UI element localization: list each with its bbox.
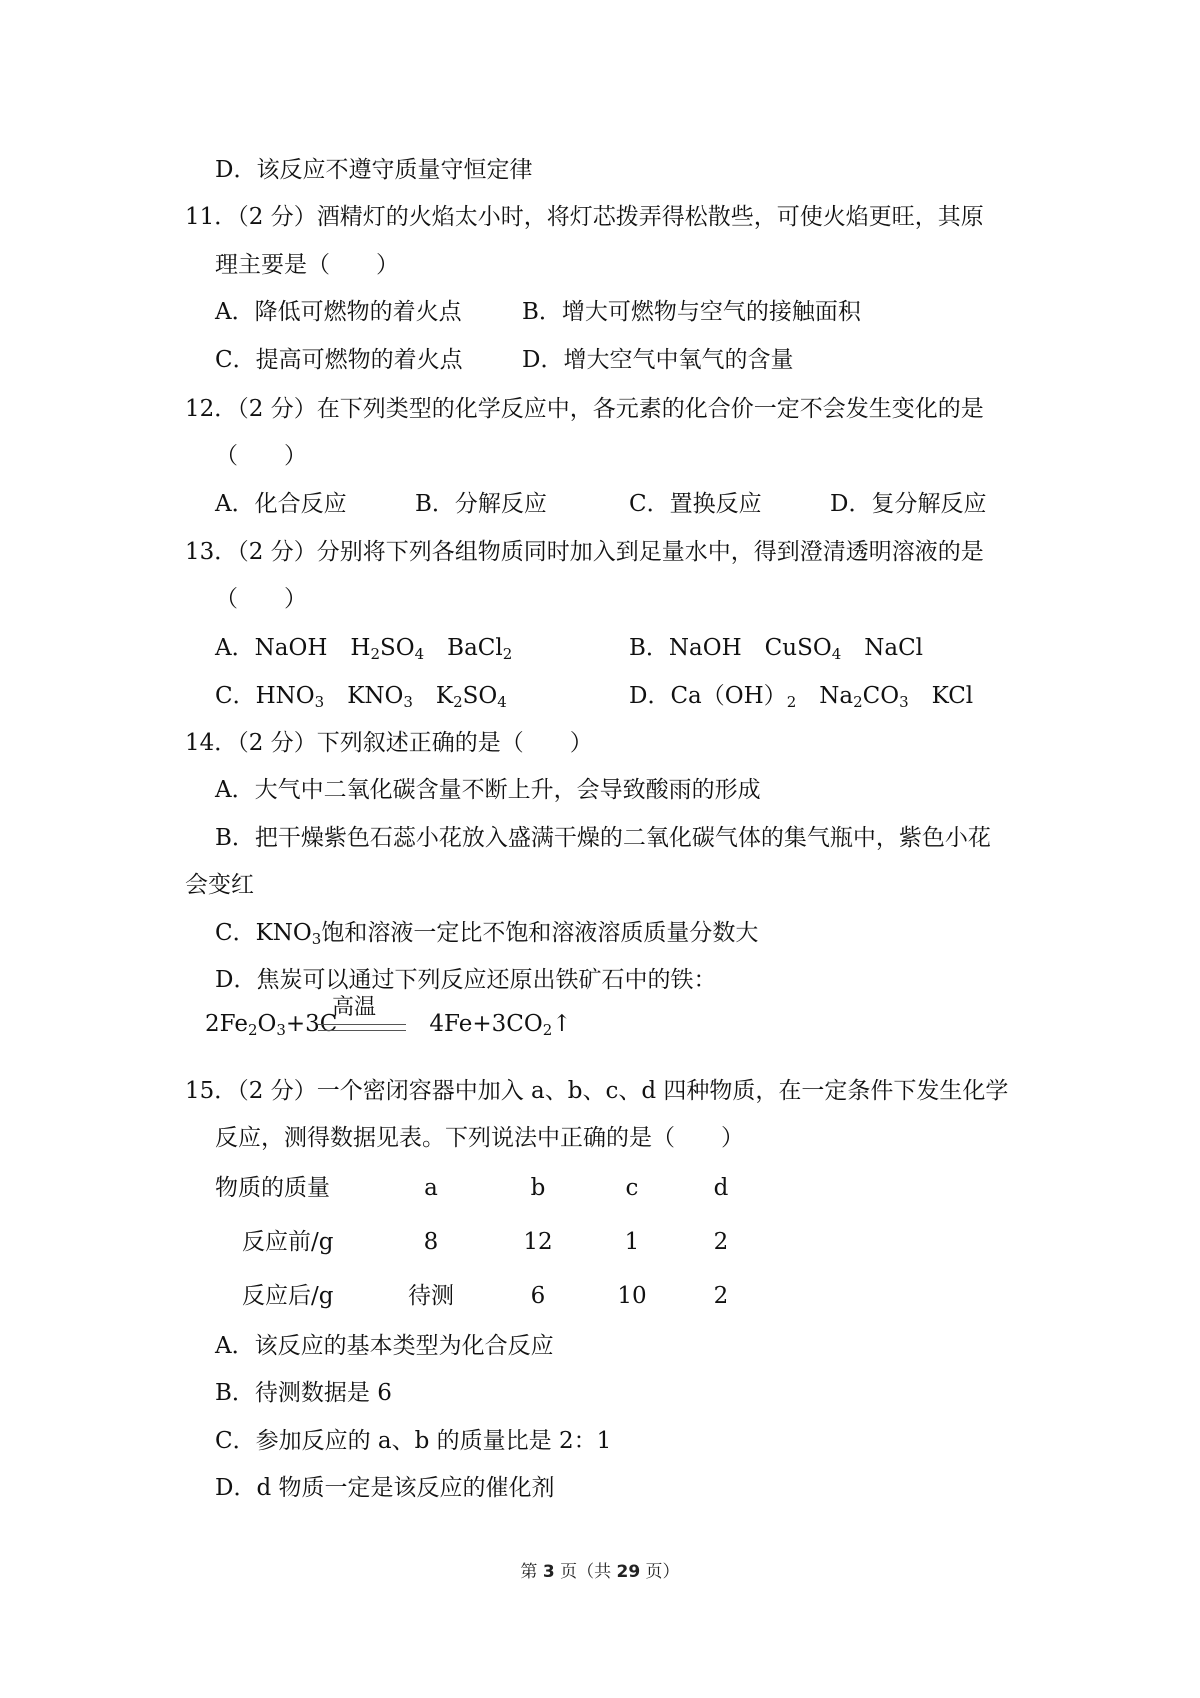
q13-stem-line2: （ ）	[215, 586, 307, 612]
table-cell: 12	[523, 1229, 553, 1255]
q13-stem-line1: 13．（2 分）分别将下列各组物质同时加入到足量水中，得到澄清透明溶液的是	[185, 539, 984, 565]
current-page-number: 3	[542, 1562, 555, 1582]
q13-a-label: A．	[215, 635, 255, 661]
q12-stem-line1: 12．（2 分）在下列类型的化学反应中，各元素的化合价一定不会发生变化的是	[185, 396, 984, 422]
table-header-c: c	[625, 1175, 639, 1201]
q12-stem-line2: （ ）	[215, 443, 307, 469]
q13-a-formula2: $H_2SO_4$	[350, 635, 425, 663]
q15-option-d: D．d 物质一定是该反应的催化剂	[215, 1475, 555, 1501]
q13-c-formula2: $KNO_3$	[347, 683, 413, 711]
q12-option-a: A．化合反应	[215, 491, 347, 517]
table-cell: 6	[530, 1283, 546, 1309]
q13-d-label: D．	[629, 683, 671, 709]
q15-option-b: B．待测数据是 6	[215, 1380, 392, 1406]
table-cell: 待测	[408, 1283, 454, 1309]
q13-option-d	[629, 681, 973, 711]
q14-equation-condition: 高温	[332, 995, 377, 1020]
table-header-d: d	[713, 1175, 729, 1201]
q11-option-a: A．降低可燃物的着火点	[215, 299, 462, 325]
q15-option-a: A．该反应的基本类型为化合反应	[215, 1333, 554, 1359]
q13-c-label: C．	[215, 683, 256, 709]
q15-stem-line2: 反应，测得数据见表。下列说法中正确的是（ ）	[215, 1125, 744, 1151]
q14-option-d: D．焦炭可以通过下列反应还原出铁矿石中的铁：	[215, 967, 717, 993]
q14-stem: 14．（2 分）下列叙述正确的是（ ）	[185, 730, 593, 756]
q11-stem-line2: 理主要是（ ）	[215, 252, 399, 278]
q11-option-b: B．增大可燃物与空气的接触面积	[522, 299, 861, 325]
q13-option-b	[629, 633, 923, 663]
table-header-label: 物质的质量	[215, 1175, 330, 1201]
q12-option-b: B．分解反应	[415, 491, 547, 517]
table-cell: 2	[713, 1283, 729, 1309]
q14-equation: $2Fe_2O_3+3C$ $4Fe+3CO_2↑$	[205, 1011, 572, 1039]
q10-option-d: D．该反应不遵守质量守恒定律	[215, 157, 533, 183]
q13-c-formula1: $HNO_3$	[255, 683, 325, 711]
q13-d-formula3: KCl	[931, 683, 974, 709]
table-row-after-label: 反应后/g	[242, 1283, 334, 1309]
q15-option-c: C．参加反应的 a、b 的质量比是 2：1	[215, 1428, 612, 1454]
table-cell: 8	[423, 1229, 439, 1255]
total-page-count: 29	[616, 1562, 641, 1582]
q14-option-c: C．$KNO_3$饱和溶液一定比不饱和溶液溶质质量分数大	[215, 920, 759, 948]
q13-b-label: B．	[629, 635, 669, 661]
q13-b-formula3: NaCl	[864, 635, 924, 661]
q11-option-c: C．提高可燃物的着火点	[215, 347, 463, 373]
q15-stem-line1: 15．（2 分）一个密闭容器中加入 a、b、c、d 四种物质，在一定条件下发生化学	[185, 1078, 1009, 1104]
q12-option-c: C．置换反应	[629, 491, 762, 517]
q13-c-formula3: $K_2SO_4$	[435, 683, 507, 711]
table-row-before-label: 反应前/g	[242, 1229, 334, 1255]
q13-a-formula3: BaCl$_2$	[447, 635, 513, 663]
q14-option-a: A．大气中二氧化碳含量不断上升，会导致酸雨的形成	[215, 777, 761, 803]
table-cell: 1	[624, 1229, 640, 1255]
table-cell: 10	[617, 1283, 647, 1309]
q13-b-formula2: CuSO$_4$	[764, 635, 842, 663]
q13-a-formula1: NaOH	[254, 635, 328, 661]
q14-option-b-line2: 会变红	[185, 872, 254, 898]
q13-option-a	[215, 633, 512, 663]
q12-option-d: D．复分解反应	[830, 491, 987, 517]
q11-stem-line1: 11．（2 分）酒精灯的火焰太小时，将灯芯拨弄得松散些，可使火焰更旺，其原	[185, 204, 984, 230]
q13-b-formula1: NaOH	[668, 635, 742, 661]
q13-d-formula1: $Ca(OH)_2$	[670, 683, 797, 711]
q14-equation-equals-sign	[318, 1024, 406, 1031]
page-footer: 第 3 页（共 29 页）	[520, 1562, 680, 1582]
q13-d-formula2: $Na_2CO_3$	[819, 683, 909, 711]
q14-option-b-line1: B．把干燥紫色石蕊小花放入盛满干燥的二氧化碳气体的集气瓶中，紫色小花	[215, 825, 991, 851]
table-header-b: b	[530, 1175, 546, 1201]
q13-option-c	[215, 681, 507, 711]
table-cell: 2	[713, 1229, 729, 1255]
table-header-a: a	[424, 1175, 438, 1201]
q11-option-d: D．增大空气中氧气的含量	[522, 347, 794, 373]
